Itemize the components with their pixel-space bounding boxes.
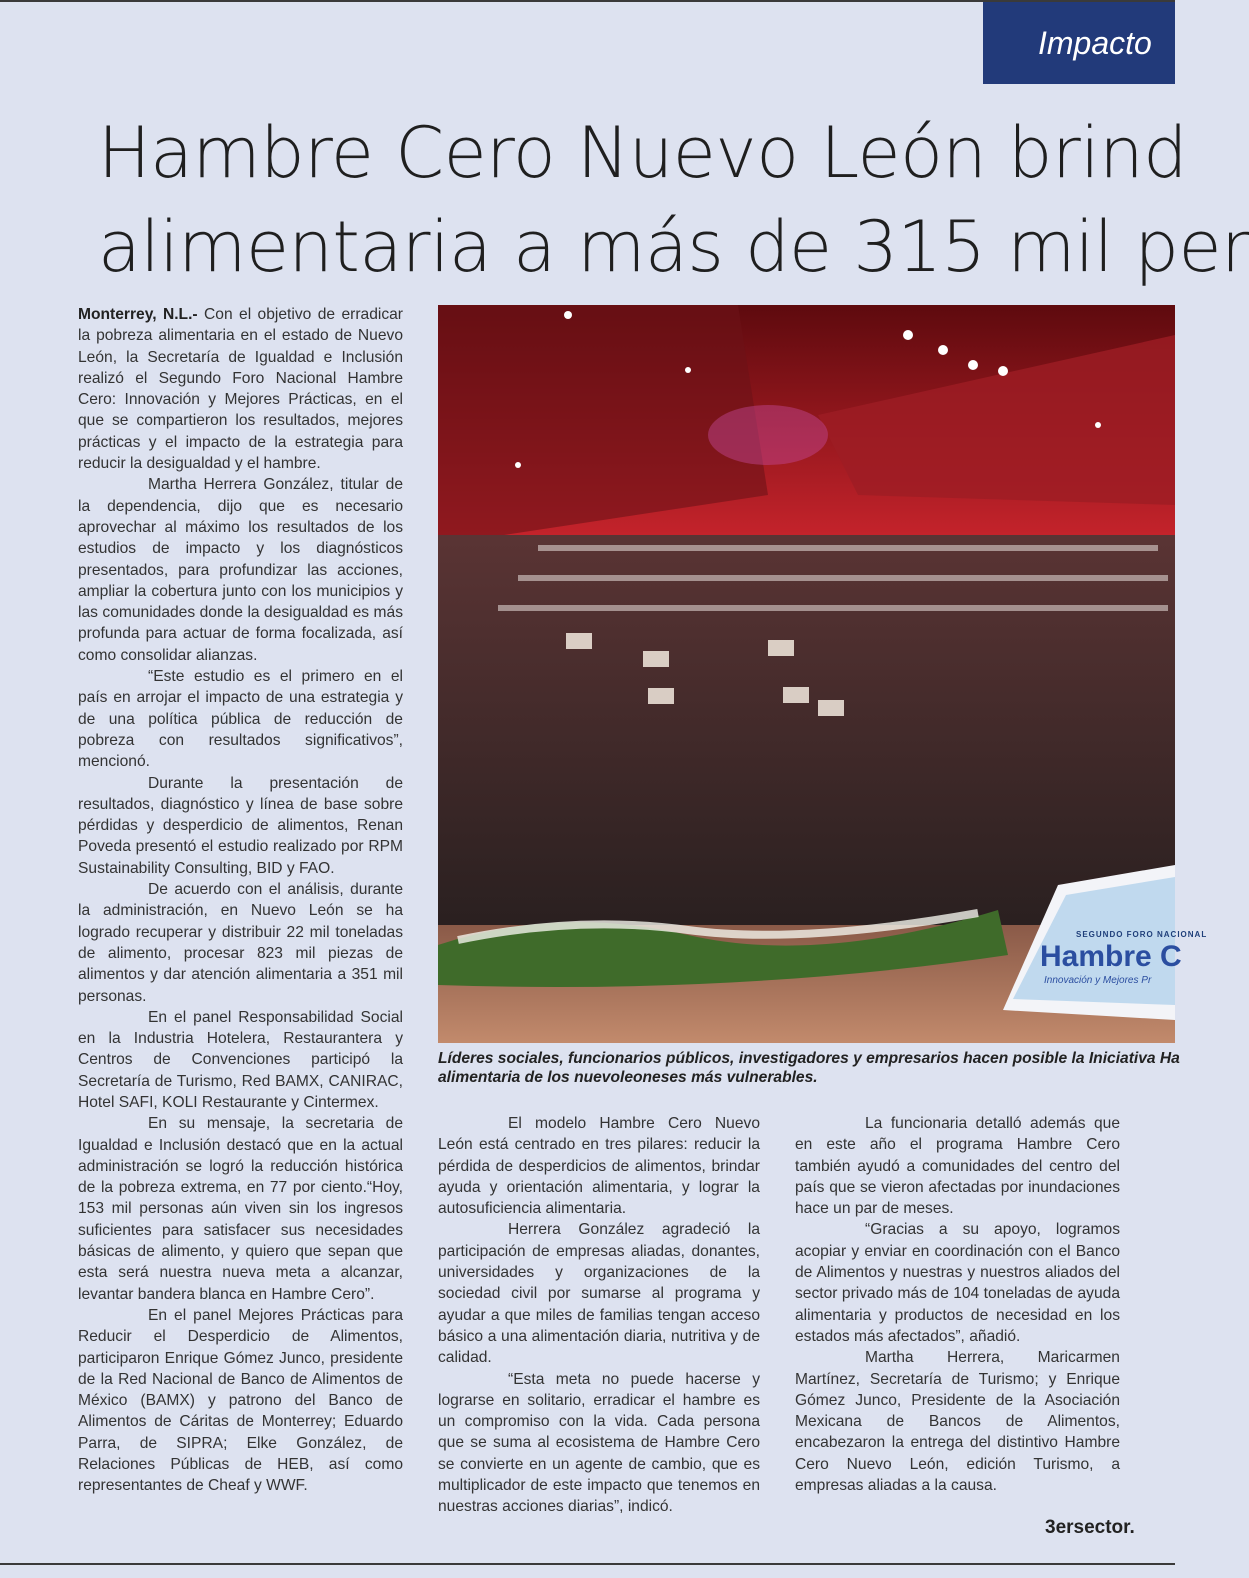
article-paragraph: Monterrey, N.L.- Con el objetivo de erradicar la pobreza alimentaria en el estado de Nuevo León, la Secretaría de Igualdad e Inclusión realizó el Segundo Foro Nacional Hambre Cero: Innovación y Mejores Prácticas, en el que se compartieron los resultados, mejores prácticas y el impacto de la estrategia para reducir la desigualdad y el hambre. <box>78 306 403 473</box>
stage-screen-kicker: SEGUNDO FORO NACIONAL <box>1076 930 1208 939</box>
headline <box>98 106 1249 296</box>
stage-screen-title: Hambre C <box>1040 940 1182 973</box>
article-column-3 <box>795 1113 1120 1496</box>
dateline: Monterrey, N.L.- <box>78 306 198 323</box>
auditorium-illustration <box>438 305 1175 1043</box>
article-paragraph: “Esta meta no puede hacerse y lograrse en solitario, erradicar el hambre es un compromiso con la vida. Cada persona que se suma al ecosistema de Hambre Cero se convierte en un agente de cambio, que es multiplicador de este impacto que tenemos en nuestras acciones diarias”, indicó. <box>438 1370 760 1516</box>
photo-caption <box>438 1049 1180 1091</box>
article-paragraph: Herrera González agradeció la participación de empresas aliadas, donantes, universidades y organizaciones de la sociedad civil por sumarse al programa y ayudar a que miles de familias tengan acceso básico a una alimentación diaria, nutritiva y de calidad. <box>438 1221 760 1367</box>
article-paragraph: “Este estudio es el primero en el país en arrojar el impacto de una estrategia y de una política pública de reducción de pobreza con resultados significativos”, mencionó. <box>78 668 403 771</box>
article-paragraph: En su mensaje, la secretaria de Igualdad e Inclusión destacó que en la actual administración se logró la reducción histórica de la pobreza extrema, en 77 por ciento.“Hoy, 153 mil personas aún viven sin los ingresos suficientes para satisfacer sus necesidades básicas de alimento, y quiero que sepan que esta será nuestra nueva meta a alcanzar, levantar bandera blanca en Hambre Cero”. <box>78 1115 403 1303</box>
article-paragraph: Martha Herrera, Maricarmen Martínez, Secretaría de Turismo; y Enrique Gómez Junco, Presidente de la Asociación Mexicana de Bancos de Alimentos, encabezaron la entrega del distintivo Hambre Cero Nuevo León, edición Turismo, a empresas aliadas a la causa. <box>795 1349 1120 1495</box>
caption-line-2: alimentaria de los nuevoleoneses más vulnerables. <box>438 1069 818 1086</box>
bottom-rule <box>0 1563 1175 1565</box>
article-column-1 <box>78 304 403 1497</box>
article-paragraph: El modelo Hambre Cero Nuevo León está centrado en tres pilares: reducir la pérdida de desperdicios de alimentos, brindar ayuda y orientación alimentaria, y lograr la autosuficiencia alimentaria. <box>438 1115 760 1218</box>
article-paragraph: Durante la presentación de resultados, diagnóstico y línea de base sobre pérdidas y desperdicio de alimentos, Renan Poveda presentó el estudio realizado por RPM Sustainability Consulting, BID y FAO. <box>78 774 403 877</box>
article-paragraph: En el panel Mejores Prácticas para Reducir el Desperdicio de Alimentos, participaron Enrique Gómez Junco, presidente de la Red Nacional de Banco de Alimentos de México (BAMX) y patrono del Banco de Alimentos de Cáritas de Monterrey; Eduardo Parra, de SIPRA; Elke González, de Relaciones Públicas de HEB, así como representantes de Cheaf y WWF. <box>78 1306 403 1495</box>
headline-line-1: Hambre Cero Nuevo León brind <box>98 112 1188 194</box>
section-tab <box>983 2 1175 84</box>
publication-brand: 3ersector. <box>1045 1517 1135 1538</box>
article-paragraph: En el panel Responsabilidad Social en la Industria Hotelera, Restaurantera y Centros de Convenciones participó la Secretaría de Turismo, Red BAMX, CANIRAC, Hotel SAFI, KOLI Restaurante y Cintermex. <box>78 1008 403 1111</box>
event-photo <box>438 305 1208 1043</box>
stage-screen-subtitle: Innovación y Mejores Pr <box>1044 975 1152 986</box>
section-label: Impacto <box>1038 25 1152 61</box>
article-paragraph: Martha Herrera González, titular de la dependencia, dijo que es necesario aprovechar al máximo los resultados de los estudios de impacto y los diagnósticos presentados, para profundizar las acciones, ampliar la cobertura junto con los municipios y las comunidades donde la desigualdad es más profunda para actuar de forma focalizada, así como consolidar alianzas. <box>78 476 403 664</box>
caption-line-1: Líderes sociales, funcionarios públicos, investigadores y empresarios hacen posible la Iniciativa Ha <box>438 1050 1180 1067</box>
article-paragraph: De acuerdo con el análisis, durante la administración, en Nuevo León se ha logrado recuperar y distribuir 22 mil toneladas de alimento, procesar 823 mil piezas de alimentos y dar atención alimentaria a 351 mil personas. <box>78 881 403 1005</box>
article-column-2 <box>438 1113 760 1518</box>
article-paragraph: La funcionaria detalló además que en este año el programa Hambre Cero también ayudó a comunidades del centro del país que se vieron afectadas por inundaciones hace un par de meses. <box>795 1115 1120 1218</box>
headline-line-2: alimentaria a más de 315 mil per <box>98 206 1249 288</box>
article-paragraph: “Gracias a su apoyo, logramos acopiar y enviar en coordinación con el Banco de Alimentos y nuestras y nuestros aliados del sector privado más de 104 toneladas de ayuda alimentaria y productos de necesidad en los estados más afectados”, añadió. <box>795 1221 1120 1345</box>
